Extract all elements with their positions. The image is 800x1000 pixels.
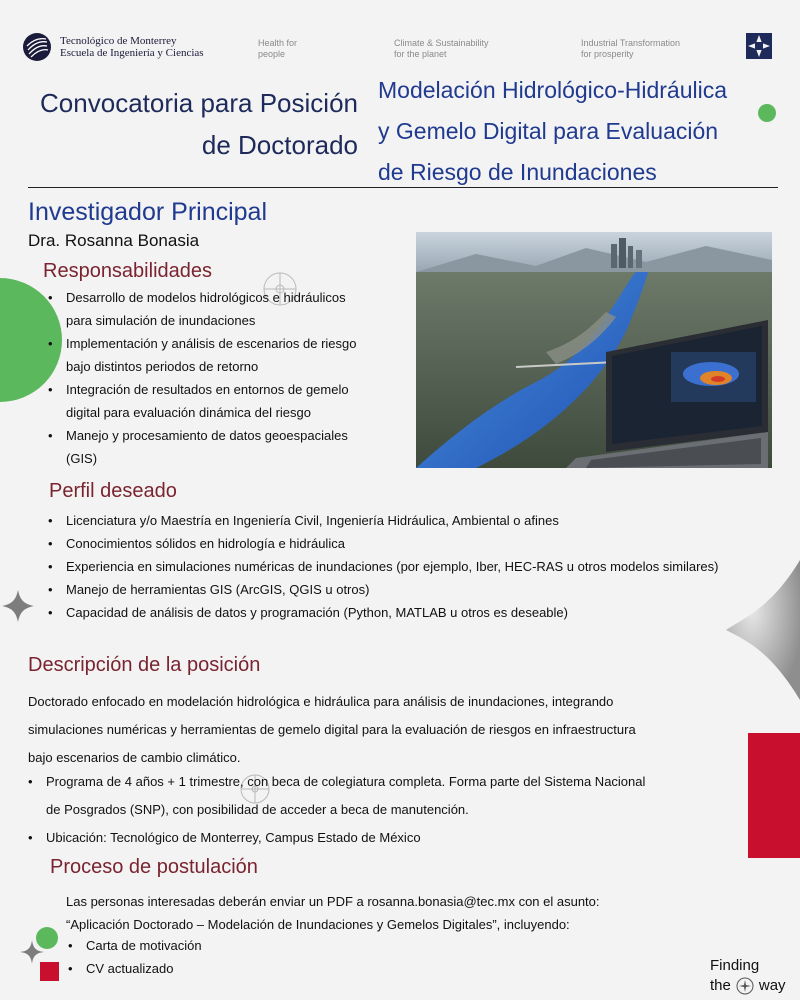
proceso-line-2: “Aplicación Doctorado – Modelación de Inundaciones y Gemelos Digitales”, incluyendo: <box>66 917 570 932</box>
red-square-bottom <box>40 962 59 981</box>
tag-industrial-l1: Industrial Transformation <box>581 38 681 48</box>
descripcion-heading: Descripción de la posición <box>28 654 261 676</box>
logo-line-2: Escuela de Ingeniería y Ciencias <box>60 47 204 59</box>
list-item: • Experiencia en simulaciones numéricas de inundaciones (por ejemplo, Iber, HEC-RAS u otros modelos similares) <box>46 555 772 578</box>
tag-industrial-l2: for prosperity <box>581 49 634 59</box>
tagline-row <box>710 976 786 996</box>
list-item <box>26 768 746 824</box>
list-item: • Manejo de herramientas GIS (ArcGIS, QGIS u otros) <box>46 578 772 601</box>
list-item <box>46 286 401 332</box>
tagline-the: the <box>710 977 731 994</box>
tagline-way: way <box>758 977 786 994</box>
river-laptop-illustration <box>416 232 772 468</box>
list-item: • Licenciatura y/o Maestría en Ingeniería Civil, Ingeniería Hidráulica, Ambiental o afines <box>46 509 772 532</box>
descripcion-line-1: Doctorado enfocado en modelación hidrológica e hidráulica para análisis de inundaciones, integrando <box>28 694 614 709</box>
tag-health-l2: people <box>258 49 286 59</box>
list-item <box>46 424 401 470</box>
proceso-heading: Proceso de postulación <box>50 856 258 878</box>
item-line: Integración de resultados en entornos de gemelo <box>66 382 349 397</box>
project-title-line-3: de Riesgo de Inundaciones <box>378 159 657 185</box>
tag-health <box>258 38 297 60</box>
list-item: • Conocimientos sólidos en hidrología e hidráulica <box>46 532 772 555</box>
perfil-list <box>46 509 772 624</box>
compass-square-icon <box>746 33 772 59</box>
descripcion-paragraph <box>28 688 768 772</box>
tag-climate-l1: Climate & Sustainability <box>394 38 489 48</box>
responsabilidades-list <box>46 286 401 470</box>
flood-model-photo <box>416 232 772 468</box>
finding-the-way-tagline <box>710 956 786 996</box>
proceso-paragraph <box>66 890 746 936</box>
list-item <box>46 378 401 424</box>
item-line: Programa de 4 años + 1 trimestre, con beca de colegiatura completa. Forma parte del Sistema Nacional <box>46 774 646 789</box>
item-line: digital para evaluación dinámica del riesgo <box>66 405 311 420</box>
project-title-line-1: Modelación Hidrológico-Hidráulica <box>378 77 727 103</box>
item-line: para simulación de inundaciones <box>66 313 256 328</box>
compass-rose-icon <box>736 977 754 995</box>
item-line: Implementación y análisis de escenarios de riesgo <box>66 336 357 351</box>
item-line: de Posgrados (SNP), con posibilidad de acceder a beca de manutención. <box>46 802 469 817</box>
tec-shield-icon <box>22 32 52 62</box>
logo-line-1: Tecnológico de Monterrey <box>60 35 177 47</box>
pi-heading: Investigador Principal <box>28 198 268 226</box>
list-item: • Carta de motivación <box>66 934 366 957</box>
perfil-heading: Perfil deseado <box>49 480 177 502</box>
proceso-list <box>66 934 366 980</box>
responsabilidades-heading: Responsabilidades <box>43 260 213 282</box>
descripcion-line-2: simulaciones numéricas y herramientas de gemelo digital para la evaluación de riesgos en infraestructura <box>28 722 636 737</box>
list-item: • Capacidad de análisis de datos y programación (Python, MATLAB u otros es deseable) <box>46 601 772 624</box>
green-dot-bottom <box>36 927 58 949</box>
item-line: Desarrollo de modelos hidrológicos e hidráulicos <box>66 290 346 305</box>
call-title-line-1: Convocatoria para Posición <box>40 88 358 118</box>
header-divider <box>28 187 778 188</box>
list-item: • CV actualizado <box>66 957 366 980</box>
tec-logo <box>22 32 204 62</box>
item-line: (GIS) <box>66 451 98 466</box>
descripcion-line-3: bajo escenarios de cambio climático. <box>28 750 241 765</box>
descripcion-list <box>26 768 746 852</box>
grey-star-left <box>2 590 34 622</box>
item-line: Manejo y procesamiento de datos geoespaciales <box>66 428 348 443</box>
logo-wordmark <box>60 35 204 59</box>
tagline-finding: Finding <box>710 957 760 974</box>
item-line: bajo distintos periodos de retorno <box>66 359 259 374</box>
call-title <box>18 82 358 166</box>
call-title-line-2: de Doctorado <box>201 130 358 160</box>
tag-health-l1: Health for <box>258 38 298 48</box>
tag-climate <box>394 38 489 60</box>
tag-climate-l2: for the planet <box>394 49 447 59</box>
project-title <box>378 70 778 193</box>
project-title-line-2: y Gemelo Digital para Evaluación <box>378 118 719 144</box>
tag-industrial <box>581 38 680 60</box>
proceso-line-1: Las personas interesadas deberán enviar un PDF a rosanna.bonasia@tec.mx con el asunto: <box>66 894 600 909</box>
pi-name: Dra. Rosanna Bonasia <box>28 231 200 250</box>
list-item <box>46 332 401 378</box>
list-item: • Ubicación: Tecnológico de Monterrey, Campus Estado de México <box>26 824 746 852</box>
